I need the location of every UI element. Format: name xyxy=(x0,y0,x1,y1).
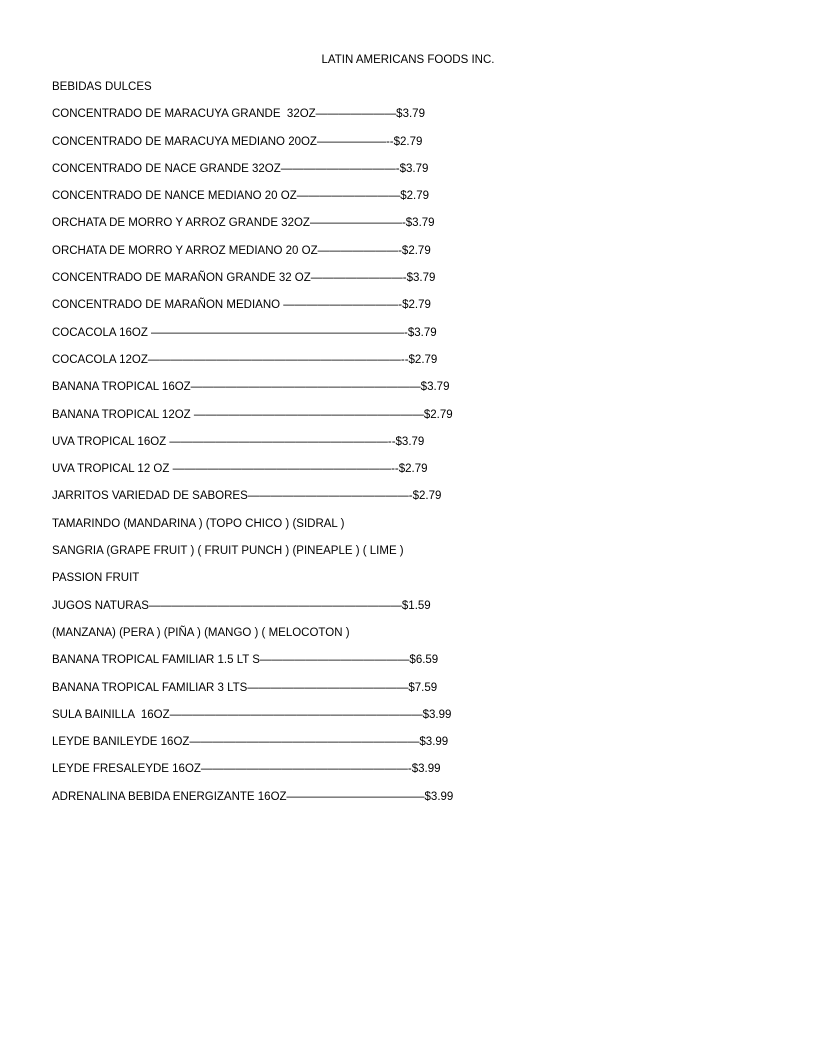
text-line: JARRITOS VARIEDAD DE SABORES——————————————-$2.79 xyxy=(52,490,442,503)
text-line: BANANA TROPICAL 16OZ————————————————————$3.79 xyxy=(52,381,450,394)
text-line: UVA TROPICAL 16OZ ———————————————————--$3.79 xyxy=(52,435,425,448)
text-line-section-heading: BEBIDAS DULCES xyxy=(52,81,152,93)
text-line: SANGRIA (GRAPE FRUIT ) ( FRUIT PUNCH ) (PINEAPLE ) ( LIME ) xyxy=(52,545,404,558)
text-line: LEYDE FRESALEYDE 16OZ——————————————————-$3.99 xyxy=(52,763,441,776)
text-line: BANANA TROPICAL FAMILIAR 3 LTS——————————————$7.59 xyxy=(52,681,438,694)
text-line: LEYDE BANILEYDE 16OZ————————————————————$3.99 xyxy=(52,736,449,749)
document-title: LATIN AMERICANS FOODS INC. xyxy=(321,54,495,66)
text-line: CONCENTRADO DE MARACUYA MEDIANO 20OZ——————--$2.79 xyxy=(52,135,423,148)
text-line: ORCHATA DE MORRO Y ARROZ GRANDE 32OZ————————-$3.79 xyxy=(52,217,435,230)
text-line: CONCENTRADO DE MARAÑON MEDIANO ——————————-$2.79 xyxy=(52,299,431,312)
text-lines xyxy=(52,80,752,817)
text-line: CONCENTRADO DE NACE GRANDE 32OZ——————————-$3.79 xyxy=(52,162,429,175)
text-line: BANANA TROPICAL FAMILIAR 1.5 LT S—————————————$6.59 xyxy=(52,654,439,667)
text-line: PASSION FRUIT xyxy=(52,572,140,585)
text-line: SULA BAINILLA 16OZ——————————————————————$3.99 xyxy=(52,708,452,721)
text-line: COCACOLA 16OZ ——————————————————————-$3.79 xyxy=(52,326,437,339)
text-line: ADRENALINA BEBIDA ENERGIZANTE 16OZ————————————$3.99 xyxy=(52,790,454,803)
text-line: ORCHATA DE MORRO Y ARROZ MEDIANO 20 OZ———————-$2.79 xyxy=(52,244,431,257)
text-line: TAMARINDO (MANDARINA ) (TOPO CHICO ) (SIDRAL ) xyxy=(52,517,345,530)
text-line: CONCENTRADO DE MARACUYA GRANDE 32OZ———————$3.79 xyxy=(52,108,425,121)
text-line: BANANA TROPICAL 12OZ ————————————————————$2.79 xyxy=(52,408,453,421)
text-line: COCACOLA 12OZ——————————————————————--$2.79 xyxy=(52,353,438,366)
text-line: JUGOS NATURAS——————————————————————$1.59 xyxy=(52,599,431,612)
text-line: CONCENTRADO DE MARAÑON GRANDE 32 OZ————————-$3.79 xyxy=(52,272,436,285)
text-line: (MANZANA) (PERA ) (PIÑA ) (MANGO ) ( MELOCOTON ) xyxy=(52,626,350,639)
text-line: UVA TROPICAL 12 OZ ———————————————————--$2.79 xyxy=(52,463,428,476)
text-line: CONCENTRADO DE NANCE MEDIANO 20 OZ—————————$2.79 xyxy=(52,190,430,203)
